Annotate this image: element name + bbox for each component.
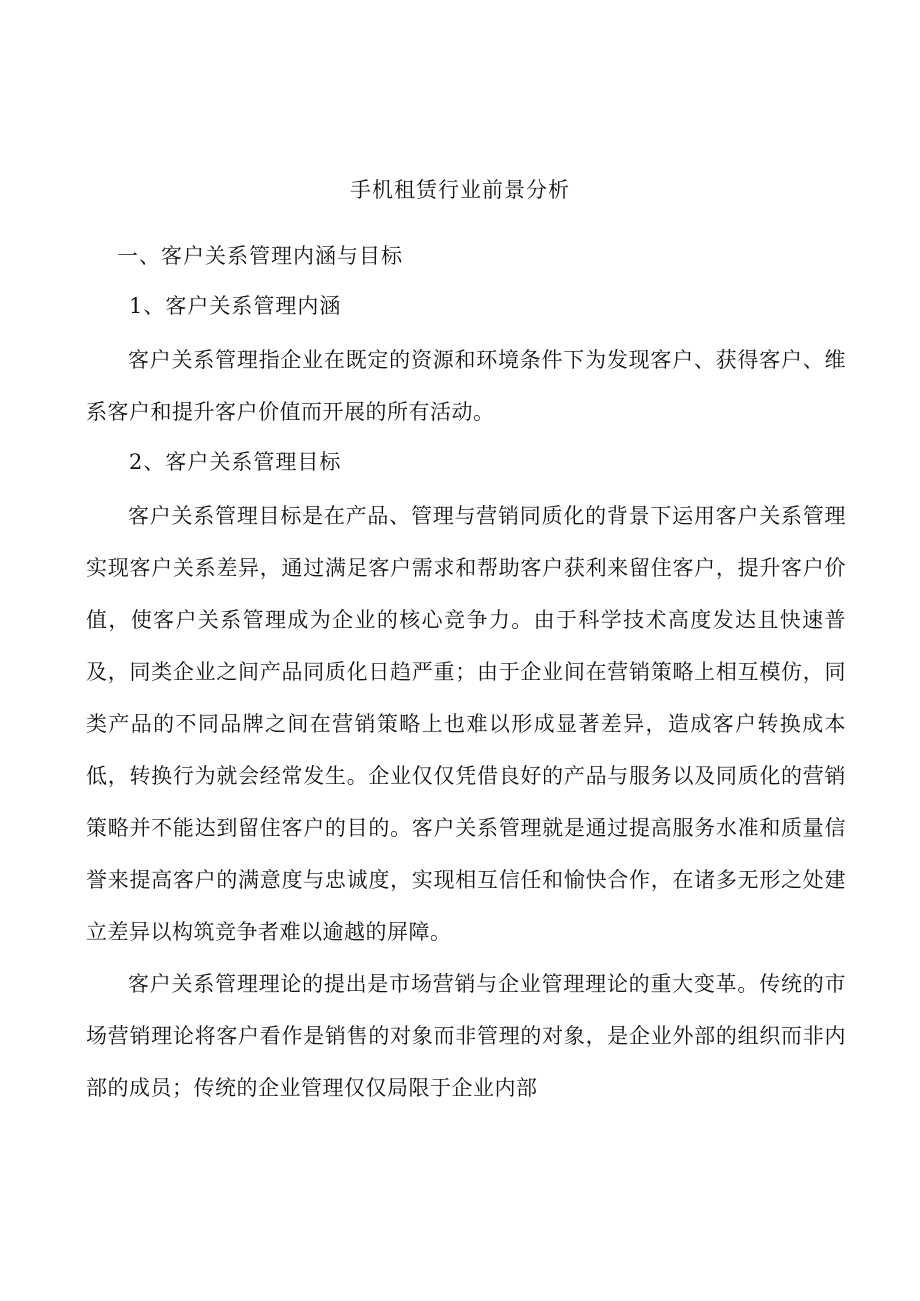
document-title: 手机租赁行业前景分析 (350, 178, 570, 202)
section-heading-1: 一、客户关系管理内涵与目标 (117, 244, 403, 268)
paragraph-theory: 客户关系管理理论的提出是市场营销与企业管理理论的重大变革。传统的市场营销理论将客户看作是销售的对象而非管理的对象，是企业外部的组织而非内部的成员；传统的企业管理仅仅局限于企业内部 (86, 972, 846, 1100)
subsection-heading-2: 2、客户关系管理目标 (129, 450, 342, 474)
paragraph-goals: 客户关系管理目标是在产品、管理与营销同质化的背景下运用客户关系管理实现客户关系差异，通过满足客户需求和帮助客户获利来留住客户，提升客户价值，使客户关系管理成为企业的核心竞争力。由于科学技术高度发达且快速普及，同类企业之间产品同质化日趋严重；由于企业间在营销策略上相互模仿，同类产品的不同品牌之间在营销策略上也难以形成显著差异，造成客户转换成本低，转换行为就会经常发生。企业仅仅凭借良好的产品与服务以及同质化的营销策略并不能达到留住客户的目的。客户关系管理就是通过提高服务水准和质量信誉来提高客户的满意度与忠诚度，实现相互信任和愉快合作，在诸多无形之处建立差异以构筑竞争者难以逾越的屏障。 (86, 504, 846, 944)
paragraph-definition: 客户关系管理指企业在既定的资源和环境条件下为发现客户、获得客户、维系客户和提升客户价值而开展的所有活动。 (86, 348, 846, 424)
subsection-heading-1: 1、客户关系管理内涵 (129, 294, 342, 318)
